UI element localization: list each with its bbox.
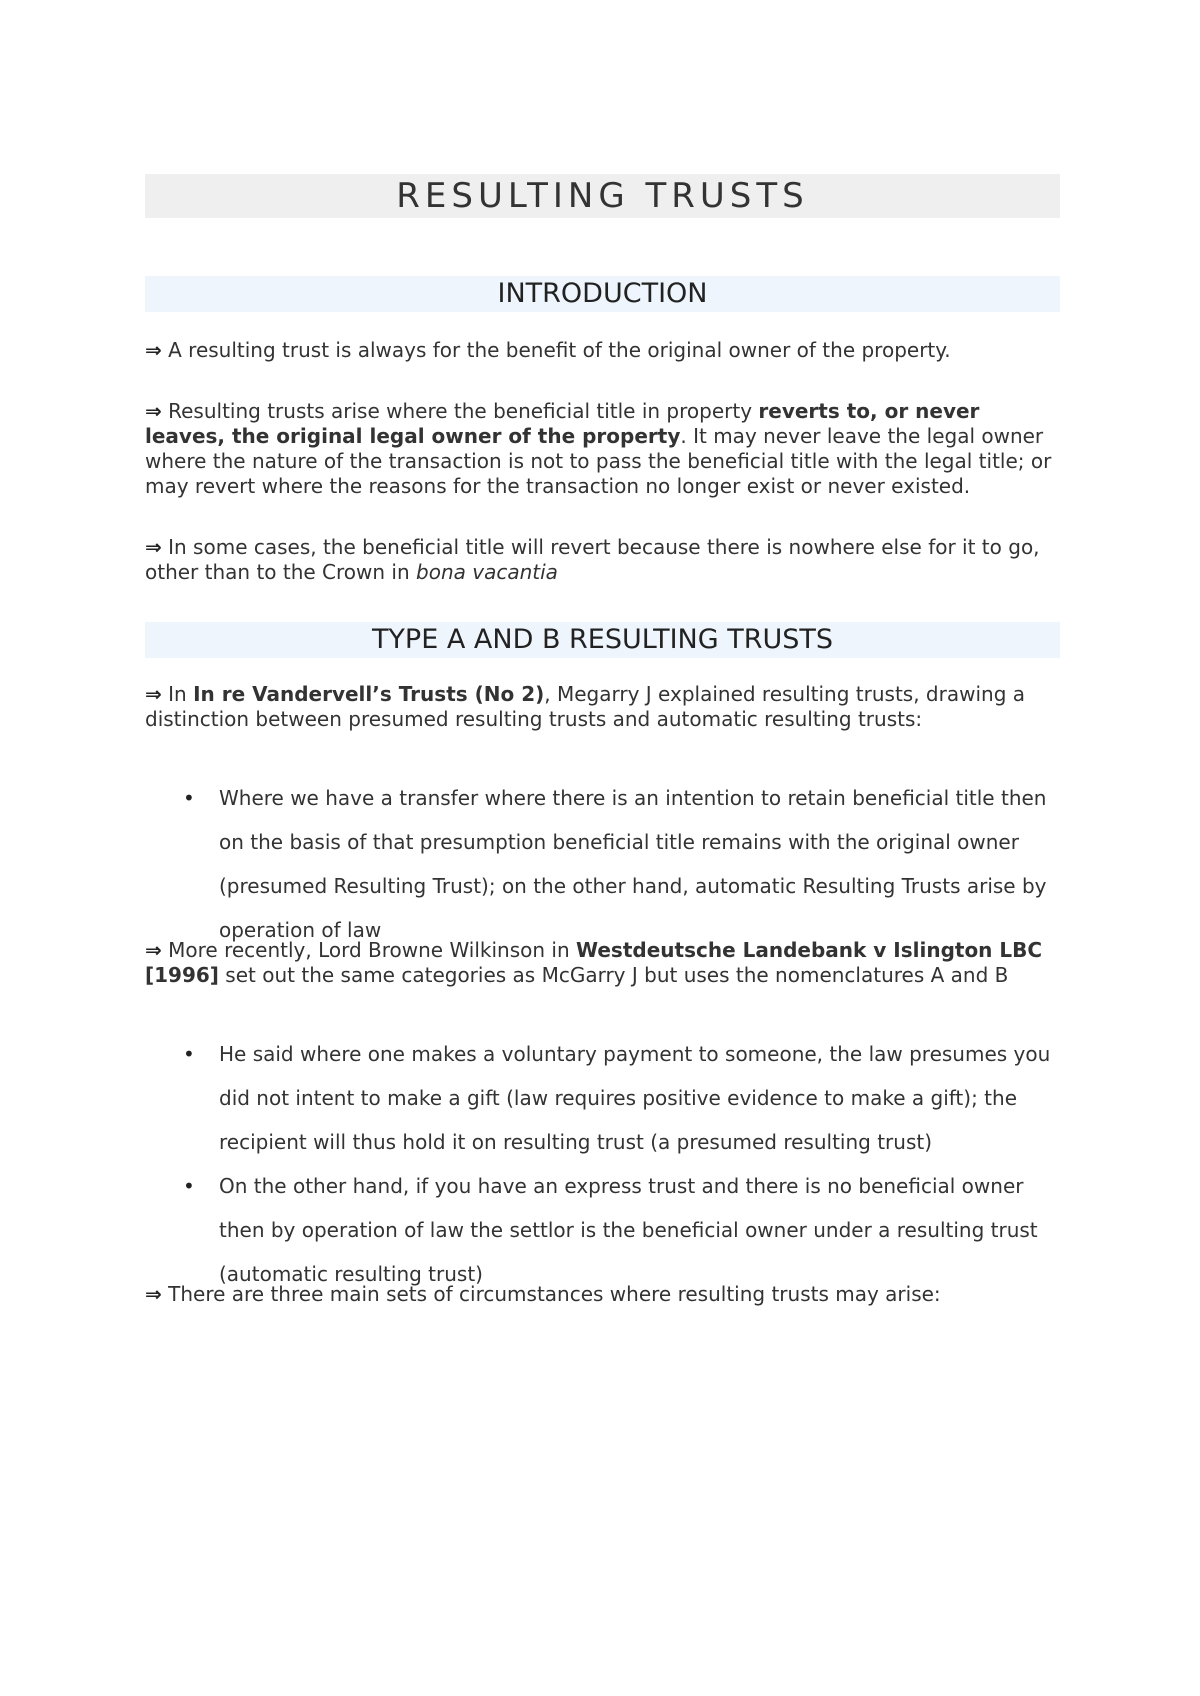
- intro-p2-text: Resulting trusts arise where the beneficial title in property: [168, 399, 759, 423]
- bullet-list-1: [145, 776, 1060, 952]
- list-item-text: He said where one makes a voluntary payment to someone, the law presumes you did not intent to make a gift (law requires positive evidence to make a gift); the recipient will thus hold it on resulting trust (a presumed resulting trust): [219, 1042, 1051, 1154]
- arrow-icon: ⇒: [145, 1282, 162, 1306]
- intro-paragraph-3: [145, 535, 1060, 585]
- intro-paragraph-2: [145, 399, 1060, 499]
- document-page: [145, 174, 1060, 1307]
- intro-p2-bold: reverts to, or never leaves, the original legal owner of the property: [145, 399, 980, 448]
- heading-type-a-b: TYPE A AND B RESULTING TRUSTS: [145, 622, 1060, 658]
- type-ab-p1-text-end: , Megarry J explained resulting trusts, drawing a distinction between presumed resulting trusts and automatic resulting trusts:: [145, 682, 1025, 731]
- type-ab-p1-text: In: [168, 682, 194, 706]
- intro-p3-italic: bona vacantia: [416, 560, 558, 584]
- type-ab-p2-text-end: set out the same categories as McGarry J but uses the nomenclatures A and B: [218, 963, 1009, 987]
- bullet-icon: •: [183, 786, 195, 810]
- list-item-text: Where we have a transfer where there is an intention to retain beneficial title then on the basis of that presumption beneficial title remains with the original owner (presumed Resulting Trust); on the other hand, automatic Resulting Trusts arise by operation of law: [219, 786, 1047, 942]
- arrow-icon: ⇒: [145, 938, 162, 962]
- type-ab-p2-text: More recently, Lord Browne Wilkinson in: [168, 938, 577, 962]
- bullet-icon: •: [183, 1174, 195, 1198]
- intro-paragraph-1: [145, 338, 1060, 363]
- list-item: [145, 1164, 1060, 1296]
- arrow-icon: ⇒: [145, 399, 162, 423]
- intro-p1-text: A resulting trust is always for the benefit of the original owner of the property.: [168, 338, 951, 362]
- document-title: RESULTING TRUSTS: [145, 174, 1060, 218]
- arrow-icon: ⇒: [145, 338, 162, 362]
- case-name-vandervell: In re Vandervell’s Trusts (No 2): [193, 682, 545, 706]
- list-item-text: On the other hand, if you have an express trust and there is no beneficial owner then by operation of law the settlor is the beneficial owner under a resulting trust (automatic resulting trust): [219, 1174, 1038, 1286]
- intro-p2-text-end: . It may never leave the legal owner where the nature of the transaction is not to pass the beneficial title with the legal title; or may revert where the reasons for the transaction no longer exist or never existed.: [145, 424, 1052, 498]
- arrow-icon: ⇒: [145, 682, 162, 706]
- heading-introduction: INTRODUCTION: [145, 276, 1060, 312]
- type-ab-p3-text: There are three main sets of circumstances where resulting trusts may arise:: [168, 1282, 941, 1306]
- list-item: [145, 1032, 1060, 1164]
- intro-p3-text: In some cases, the beneficial title will revert because there is nowhere else for it to go, other than to the Crown in: [145, 535, 1040, 584]
- bullet-list-2: [145, 1032, 1060, 1296]
- type-ab-paragraph-1: [145, 682, 1060, 732]
- bullet-icon: •: [183, 1042, 195, 1066]
- list-item: [145, 776, 1060, 952]
- arrow-icon: ⇒: [145, 535, 162, 559]
- case-name-westdeutsche: Westdeutsche Landebank v Islington LBC [1996]: [145, 938, 1043, 987]
